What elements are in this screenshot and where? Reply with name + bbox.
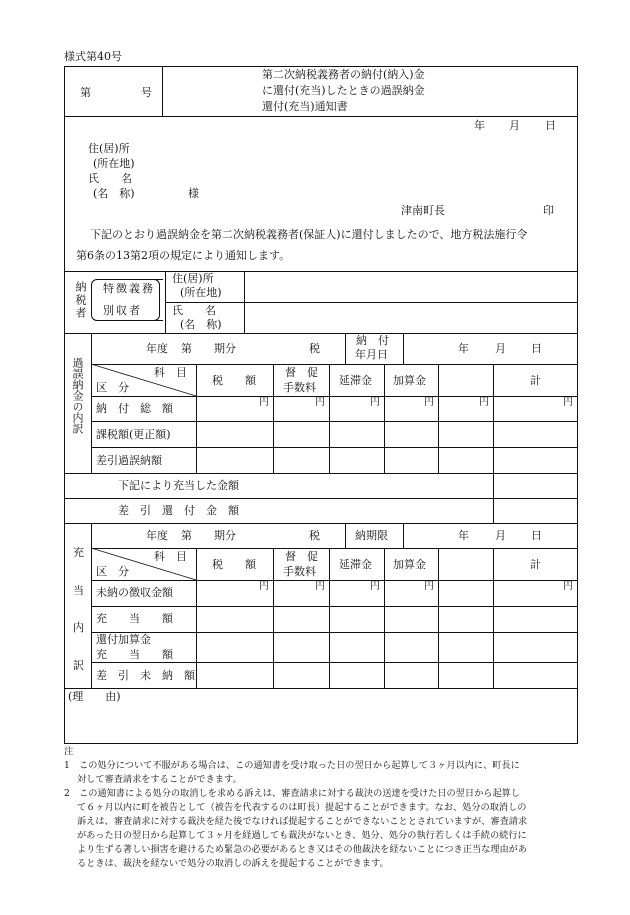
ap-row-unpaid: 未納の徴収金額 (96, 586, 173, 599)
name-sub: (名 称) (93, 187, 135, 200)
ap-tax-label: 税 (309, 529, 320, 542)
op-col-fee: 手数料 (283, 381, 316, 394)
op-yen-additional: 円 (424, 397, 434, 408)
op-col-total: 計 (530, 374, 541, 387)
op-paydate-label1: 納 付 (356, 334, 389, 347)
ap-yen-fee: 円 (315, 581, 325, 592)
applied-amount-label: 下記により充当した金額 (118, 479, 239, 492)
body-line1: 下記のとおり過誤納金を第二次納税義務者(保証人)に還付しましたので、地方税法施行令 (90, 228, 528, 241)
op-yen-fee: 円 (315, 397, 325, 408)
ap-class-header: 区 分 (96, 565, 129, 578)
ap-col-additional: 加算金 (393, 558, 426, 571)
op-yen-delinquency: 円 (370, 397, 380, 408)
date-day: 日 (545, 119, 556, 132)
ap-col-fee: 手数料 (283, 565, 316, 578)
ap-col-delinquency: 延滞金 (339, 558, 372, 571)
taxpayer-side: 納税者 (74, 281, 87, 320)
op-col-delinquency: 延滞金 (339, 374, 372, 387)
ap-side-1: 充 (73, 546, 84, 559)
ap-deadline-label: 納期限 (355, 529, 388, 542)
op-col-additional: 加算金 (393, 374, 426, 387)
op-row-net-overpaid: 差引過誤納額 (96, 454, 162, 467)
op-paydate-label2: 年月日 (355, 348, 388, 361)
address-sub: (所在地) (93, 157, 135, 170)
title-line1: 第二次納税義務者の納付(納入)金 (262, 68, 425, 81)
issuer-title: 津南町長 (401, 204, 445, 217)
ap-date-day: 日 (531, 529, 542, 542)
op-yen-extra: 円 (479, 397, 489, 408)
ap-col-total: 計 (530, 558, 541, 571)
op-year-label: 年度 (146, 342, 168, 355)
taxpayer-name-label: 氏 名 (172, 304, 216, 317)
note2-line2: て６ヶ月以内に町を被告として（被告を代表するのは町長）提起することができます。なお、処分の取消しの (77, 802, 527, 813)
op-date-year: 年 (458, 342, 469, 355)
notes-head: 注 (64, 746, 74, 757)
note1-line2: 対して審査請求をすることができます。 (77, 774, 242, 785)
ap-row-applied-2: 充 当 額 (96, 648, 173, 661)
ap-yen-tax: 円 (259, 581, 269, 592)
op-yen-total: 円 (563, 397, 573, 408)
name-label: 氏 名 (88, 172, 132, 185)
ap-side-4: 訳 (73, 659, 84, 672)
ap-year-label: 年度 (146, 529, 168, 542)
taxpayer-name-sub: (名 称) (180, 318, 222, 331)
note1-line1: 1 この処分について不服がある場合は、この通知書を受け取った日の翌日から起算して３ヶ月以内に、町長に (64, 760, 520, 771)
ap-date-year: 年 (458, 529, 469, 542)
issuer-seal: 印 (543, 204, 554, 217)
note2-line3: 訴えは、審査請求に対する裁決を経た後でなければ提起することができないこととされていますが、審査請求 (77, 816, 528, 827)
ap-yen-additional: 円 (424, 581, 434, 592)
op-class-header: 区 分 (96, 381, 129, 394)
ap-item-header: 科 目 (154, 550, 187, 563)
note2-line4: があった日の翌日から起算して３ヶ月を経過しても裁決がないとき、処分、処分の執行若しくは手続の続行に (77, 830, 527, 841)
op-col-tax: 税 額 (212, 374, 256, 387)
number-dai: 第 (80, 86, 91, 99)
ap-side-3: 内 (73, 621, 84, 634)
ap-yen-total: 円 (563, 581, 573, 592)
ap-col-tax: 税 額 (212, 558, 256, 571)
body-line2: 第6条の13第2項の規定により通知します。 (76, 249, 291, 262)
date-year: 年 (474, 119, 485, 132)
op-row-total-paid: 納 付 総 額 (96, 402, 173, 415)
overpayment-side: 過誤納金の内訳 (71, 357, 84, 434)
note2-line6: るときは、裁決を経ないで処分の取消しの訴えを提起することができます。 (77, 858, 389, 869)
title-line2: に還付(充当)したときの過誤納金 (262, 84, 425, 97)
op-tax-label: 税 (309, 342, 320, 355)
ap-row-refund-additional: 還付加算金 (96, 633, 151, 646)
honorific: 様 (188, 187, 199, 200)
ap-yen-delinquency: 円 (370, 581, 380, 592)
ap-period-label: 第 期分 (181, 529, 236, 542)
refund-amount-label: 差 引 還 付 金 額 (118, 504, 239, 517)
form-number: 様式第40号 (64, 50, 122, 63)
taxpayer-separate: 別収者 (103, 304, 142, 317)
taxpayer-address-sub: (所在地) (180, 286, 222, 299)
note2-line5: より生ずる著しい損害を避けるため緊急の必要があるとき又はその他裁決を経ないことにつき正当な理由があ (77, 844, 528, 855)
ap-side-2: 当 (73, 584, 84, 597)
ap-row-net-unpaid: 差 引 未 納 額 (96, 669, 195, 682)
op-date-month: 月 (495, 342, 506, 355)
taxpayer-address-label: 住(居)所 (172, 272, 214, 285)
date-month: 月 (509, 119, 520, 132)
ap-date-month: 月 (495, 529, 506, 542)
op-yen-tax: 円 (259, 397, 269, 408)
address-label: 住(居)所 (88, 142, 130, 155)
ap-row-applied: 充 当 額 (96, 612, 173, 625)
op-row-assessed: 課税額(更正額) (96, 428, 171, 441)
number-go: 号 (141, 86, 152, 99)
reason-label: (理 由) (68, 690, 121, 703)
op-item-header: 科 目 (154, 366, 187, 379)
op-date-day: 日 (531, 342, 542, 355)
taxpayer-special: 特徴義務 (103, 282, 155, 295)
title-line3: 還付(充当)通知書 (262, 100, 348, 113)
note2-line1: 2 この通知書による処分の取消しを求める訴えは、審査請求に対する裁決の送達を受けた日の翌日から起算し (64, 788, 521, 799)
ap-col-demand: 督 促 (285, 550, 318, 563)
op-period-label: 第 期分 (181, 342, 236, 355)
op-col-demand: 督 促 (285, 366, 318, 379)
